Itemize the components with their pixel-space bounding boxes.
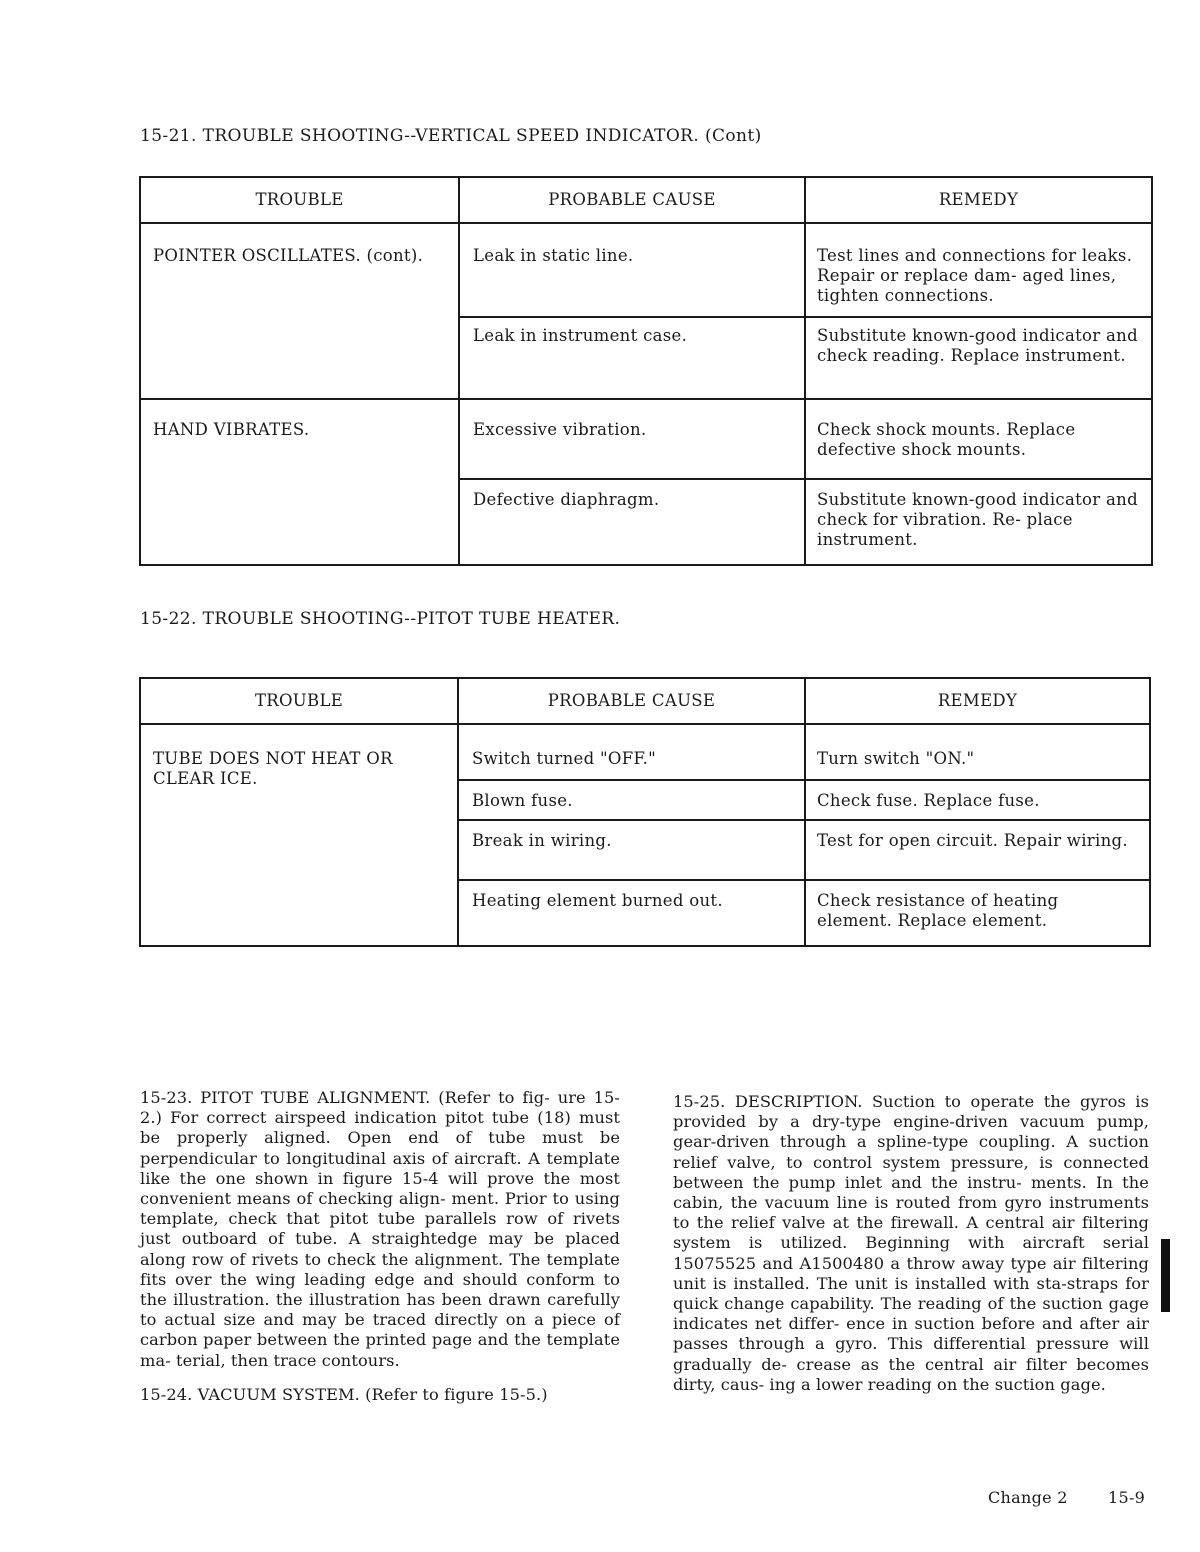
cause-cell: Switch turned "OFF." xyxy=(458,724,805,780)
remedy-cell: Check resistance of heating element. Replace element. xyxy=(805,880,1150,946)
paragraph-15-25: 15-25. DESCRIPTION. Suction to operate the gyros is provided by a dry-type engine-driven vacuum pump, gear-driven through a spline-type coupling. A suction relief valve, to control system pressure, is connected between the pump inlet and the instru- ments. In the cabin, the vacuum line is routed from gyro instruments to the relief valve at the firewall. A central air filtering system is utilized. Beginning with aircraft serial 15075525 and A1500480 a throw away type air filtering unit is installed. The unit is installed with sta-straps for quick change capability. The reading of the suction gage indicates net differ- ence in suction before and after air passes through a gyro. This differential pressure will gradually de- crease as the central air filter becomes dirty, caus- ing a lower reading on the suction gage. xyxy=(673,1092,1149,1394)
remedy-cell: Test lines and connections for leaks. Repair or replace dam- aged lines, tighten connections. xyxy=(805,223,1152,317)
trouble-cell: POINTER OSCILLATES. (cont). xyxy=(140,223,459,399)
table-header-row xyxy=(140,678,1150,724)
header-trouble: TROUBLE xyxy=(140,678,458,724)
remedy-cell: Substitute known-good indicator and check reading. Replace instrument. xyxy=(805,317,1152,399)
table-row xyxy=(140,223,1152,317)
table-header-row xyxy=(140,177,1152,223)
cause-cell: Defective diaphragm. xyxy=(459,479,805,565)
remedy-cell: Substitute known-good indicator and check for vibration. Re- place instrument. xyxy=(805,479,1152,565)
footer-change-label: Change 2 xyxy=(988,1488,1068,1507)
section-heading-15-21: 15-21. TROUBLE SHOOTING--VERTICAL SPEED INDICATOR. (Cont) xyxy=(140,126,762,146)
table-row xyxy=(140,724,1150,780)
cause-cell: Break in wiring. xyxy=(458,820,805,880)
trouble-table-vertical-speed-indicator xyxy=(139,176,1153,566)
remedy-cell: Check fuse. Replace fuse. xyxy=(805,780,1150,820)
cause-cell: Leak in instrument case. xyxy=(459,317,805,399)
section-heading-15-22: 15-22. TROUBLE SHOOTING--PITOT TUBE HEATER. xyxy=(140,609,621,629)
left-text-column xyxy=(140,1088,620,1405)
trouble-cell: TUBE DOES NOT HEAT OR CLEAR ICE. xyxy=(140,724,458,946)
cause-cell: Excessive vibration. xyxy=(459,399,805,479)
cause-cell: Blown fuse. xyxy=(458,780,805,820)
header-probable-cause: PROBABLE CAUSE xyxy=(459,177,805,223)
header-probable-cause: PROBABLE CAUSE xyxy=(458,678,805,724)
footer-page-number: 15-9 xyxy=(1108,1488,1146,1507)
revision-change-bar xyxy=(1161,1239,1170,1312)
remedy-cell: Turn switch "ON." xyxy=(805,724,1150,780)
header-remedy: REMEDY xyxy=(805,678,1150,724)
remedy-cell: Check shock mounts. Replace defective shock mounts. xyxy=(805,399,1152,479)
trouble-cell: HAND VIBRATES. xyxy=(140,399,459,565)
paragraph-15-24: 15-24. VACUUM SYSTEM. (Refer to figure 15-5.) xyxy=(140,1384,548,1404)
table-row xyxy=(140,399,1152,479)
trouble-table-pitot-tube-heater xyxy=(139,677,1151,947)
right-text-column xyxy=(673,1092,1149,1395)
paragraph-15-23: 15-23. PITOT TUBE ALIGNMENT. (Refer to fig- ure 15-2.) For correct airspeed indication pitot tube (18) must be properly aligned. Open end of tube must be perpendicular to longitudinal axis of aircraft. A template like the one shown in figure 15-4 will prove the most convenient means of checking align- ment. Prior to using template, check that pitot tube parallels row of rivets just outboard of tube. A straightedge may be placed along row of rivets to check the alignment. The template fits over the wing leading edge and should conform to the illustration. the illustration has been drawn carefully to actual size and may be traced directly on a piece of carbon paper between the printed page and the template ma- terial, then trace contours. xyxy=(140,1088,620,1370)
cause-cell: Heating element burned out. xyxy=(458,880,805,946)
remedy-cell: Test for open circuit. Repair wiring. xyxy=(805,820,1150,880)
header-remedy: REMEDY xyxy=(805,177,1152,223)
header-trouble: TROUBLE xyxy=(140,177,459,223)
cause-cell: Leak in static line. xyxy=(459,223,805,317)
